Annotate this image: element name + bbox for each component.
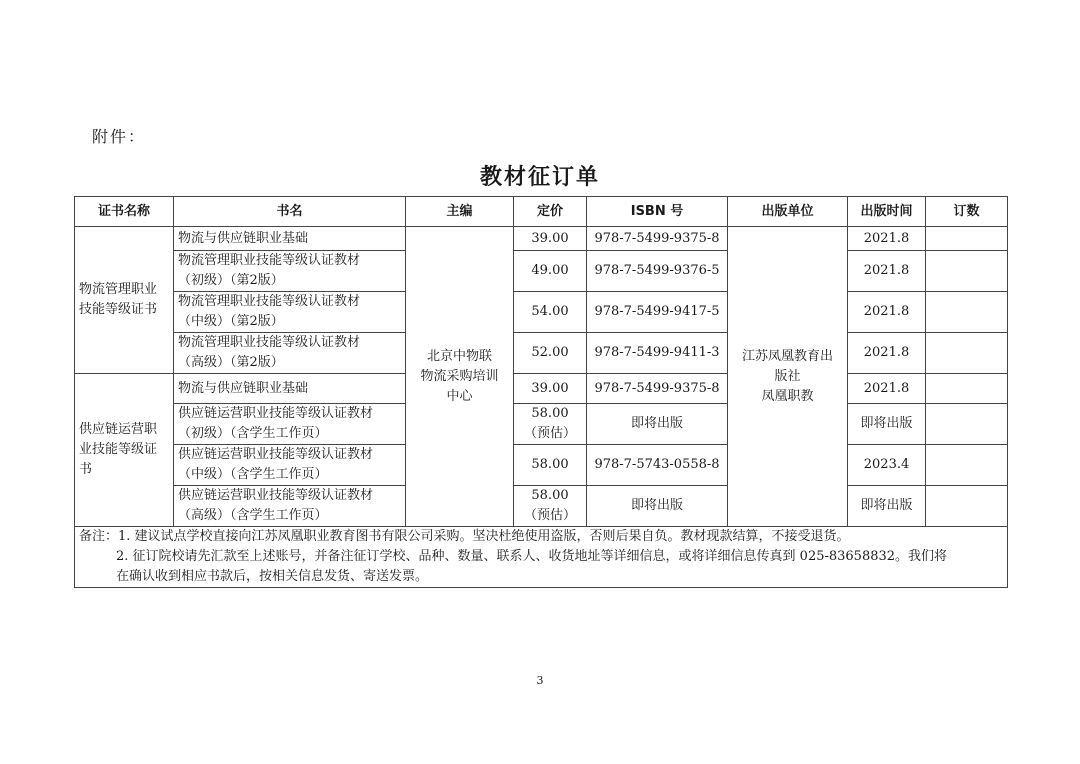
text-line: 物流与供应链职业基础 xyxy=(178,230,309,246)
isbn-cell: 978-7-5499-9411-3 xyxy=(587,333,728,374)
table-row xyxy=(75,404,1008,445)
pub-date-cell: 2021.8 xyxy=(848,251,926,292)
text-line: 58.00 xyxy=(531,406,569,421)
text-line: 39.00 xyxy=(531,230,569,246)
text-line: 凤凰职教 xyxy=(761,388,814,404)
text-line: 52.00 xyxy=(531,345,569,360)
text-line: （中级）（含学生工作页） xyxy=(178,467,328,482)
pub-date-cell: 2021.8 xyxy=(848,227,926,251)
text-line: 39.00 xyxy=(531,380,569,396)
book-title-cell xyxy=(174,227,406,251)
header-pub-date: 出版时间 xyxy=(848,197,926,227)
price-cell xyxy=(514,374,587,404)
text-line: 北京中物联 xyxy=(426,348,492,364)
table-row xyxy=(75,292,1008,333)
table-row xyxy=(75,374,1008,404)
text-line: 供应链运营职业技能等级认证教材 xyxy=(178,488,374,503)
order-qty-cell xyxy=(926,292,1008,333)
certificate-name-cell: 供应链运营职业技能等级证书 xyxy=(75,374,174,527)
isbn-cell: 978-7-5499-9375-8 xyxy=(587,374,728,404)
remarks-line-2: 2. 征订院校请先汇款至上述账号，并备注征订学校、品种、数量、联系人、收货地址等详细信息，或将详细信息传真到 025-83658832。我们将 xyxy=(116,549,948,564)
text-line: 49.00 xyxy=(531,263,569,278)
book-title-cell xyxy=(174,486,406,527)
order-qty-cell xyxy=(926,404,1008,445)
text-line: 58.00 xyxy=(531,457,569,472)
text-line: 版社 xyxy=(774,368,801,384)
text-line: （高级）（含学生工作页） xyxy=(178,508,328,523)
book-title-cell xyxy=(174,251,406,292)
certificate-name-cell: 物流管理职业技能等级证书 xyxy=(75,227,174,374)
text-line: 58.00 xyxy=(531,488,569,503)
book-title-cell xyxy=(174,333,406,374)
pub-date-cell: 即将出版 xyxy=(848,404,926,445)
isbn-cell: 978-7-5743-0558-8 xyxy=(587,445,728,486)
remarks-line-1: 备注：1. 建议试点学校直接向江苏凤凰职业教育图书有限公司采购。坚决杜绝使用盗版，否则后果自负。教材现款结算，不接受退货。 xyxy=(79,529,850,544)
header-isbn: ISBN 号 xyxy=(587,197,728,227)
order-qty-cell xyxy=(926,251,1008,292)
header-price: 定价 xyxy=(514,197,587,227)
text-line: 物流管理职业技能等级认证教材 xyxy=(178,253,361,268)
publisher-cell xyxy=(728,227,848,527)
text-line: （高级）（第2版） xyxy=(178,355,284,370)
table-row xyxy=(75,486,1008,527)
price-cell xyxy=(514,445,587,486)
table-row xyxy=(75,227,1008,251)
price-cell xyxy=(514,333,587,374)
text-line: （初级）（第2版） xyxy=(178,273,284,288)
price-cell xyxy=(514,486,587,527)
text-line: （预估） xyxy=(523,426,576,441)
order-qty-cell xyxy=(926,227,1008,251)
isbn-cell: 978-7-5499-9417-5 xyxy=(587,292,728,333)
text-line: 物流与供应链职业基础 xyxy=(178,380,309,396)
table-row xyxy=(75,445,1008,486)
book-title-cell xyxy=(174,404,406,445)
isbn-cell: 即将出版 xyxy=(587,404,728,445)
remarks-line-3: 在确认收到相应书款后，按相关信息发货、寄送发票。 xyxy=(116,569,429,584)
text-line: 江苏凤凰教育出 xyxy=(741,348,833,364)
header-order-qty: 订数 xyxy=(926,197,1008,227)
order-table xyxy=(74,196,1008,588)
table-row xyxy=(75,333,1008,374)
book-title-cell xyxy=(174,292,406,333)
text-line: （预估） xyxy=(523,508,576,523)
price-cell xyxy=(514,404,587,445)
text-line: 物流采购培训 xyxy=(420,368,499,384)
attachment-label: 附件： xyxy=(92,127,147,146)
order-qty-cell xyxy=(926,374,1008,404)
text-line: 物流管理职业技能等级认证教材 xyxy=(178,335,361,350)
order-qty-cell xyxy=(926,445,1008,486)
text-line: 供应链运营职业技能等级认证教材 xyxy=(178,447,374,462)
page-title: 教材征订单 xyxy=(479,165,600,190)
text-line: 供应链运营职业技能等级认证教材 xyxy=(178,406,374,421)
text-line: 54.00 xyxy=(531,304,569,319)
chief-editor-cell xyxy=(406,227,514,527)
pub-date-cell: 即将出版 xyxy=(848,486,926,527)
isbn-cell: 978-7-5499-9376-5 xyxy=(587,251,728,292)
page-number: 3 xyxy=(536,674,544,687)
price-cell xyxy=(514,227,587,251)
book-title-cell xyxy=(174,374,406,404)
table-row xyxy=(75,251,1008,292)
pub-date-cell: 2021.8 xyxy=(848,292,926,333)
price-cell xyxy=(514,251,587,292)
order-qty-cell xyxy=(926,333,1008,374)
text-line: 物流管理职业技能等级认证教材 xyxy=(178,294,361,309)
header-book: 书名 xyxy=(174,197,406,227)
pub-date-cell: 2021.8 xyxy=(848,333,926,374)
book-title-cell xyxy=(174,445,406,486)
text-line: 中心 xyxy=(446,388,473,404)
header-publisher: 出版单位 xyxy=(728,197,848,227)
remarks-row xyxy=(75,527,1008,588)
header-row xyxy=(75,197,1008,227)
text-line: （中级）（第2版） xyxy=(178,314,284,329)
isbn-cell: 978-7-5499-9375-8 xyxy=(587,227,728,251)
text-line: （初级）（含学生工作页） xyxy=(178,426,328,441)
header-certificate: 证书名称 xyxy=(75,197,174,227)
remarks xyxy=(75,527,1008,588)
isbn-cell: 即将出版 xyxy=(587,486,728,527)
pub-date-cell: 2023.4 xyxy=(848,445,926,486)
order-qty-cell xyxy=(926,486,1008,527)
header-chief-editor: 主编 xyxy=(406,197,514,227)
pub-date-cell: 2021.8 xyxy=(848,374,926,404)
price-cell xyxy=(514,292,587,333)
